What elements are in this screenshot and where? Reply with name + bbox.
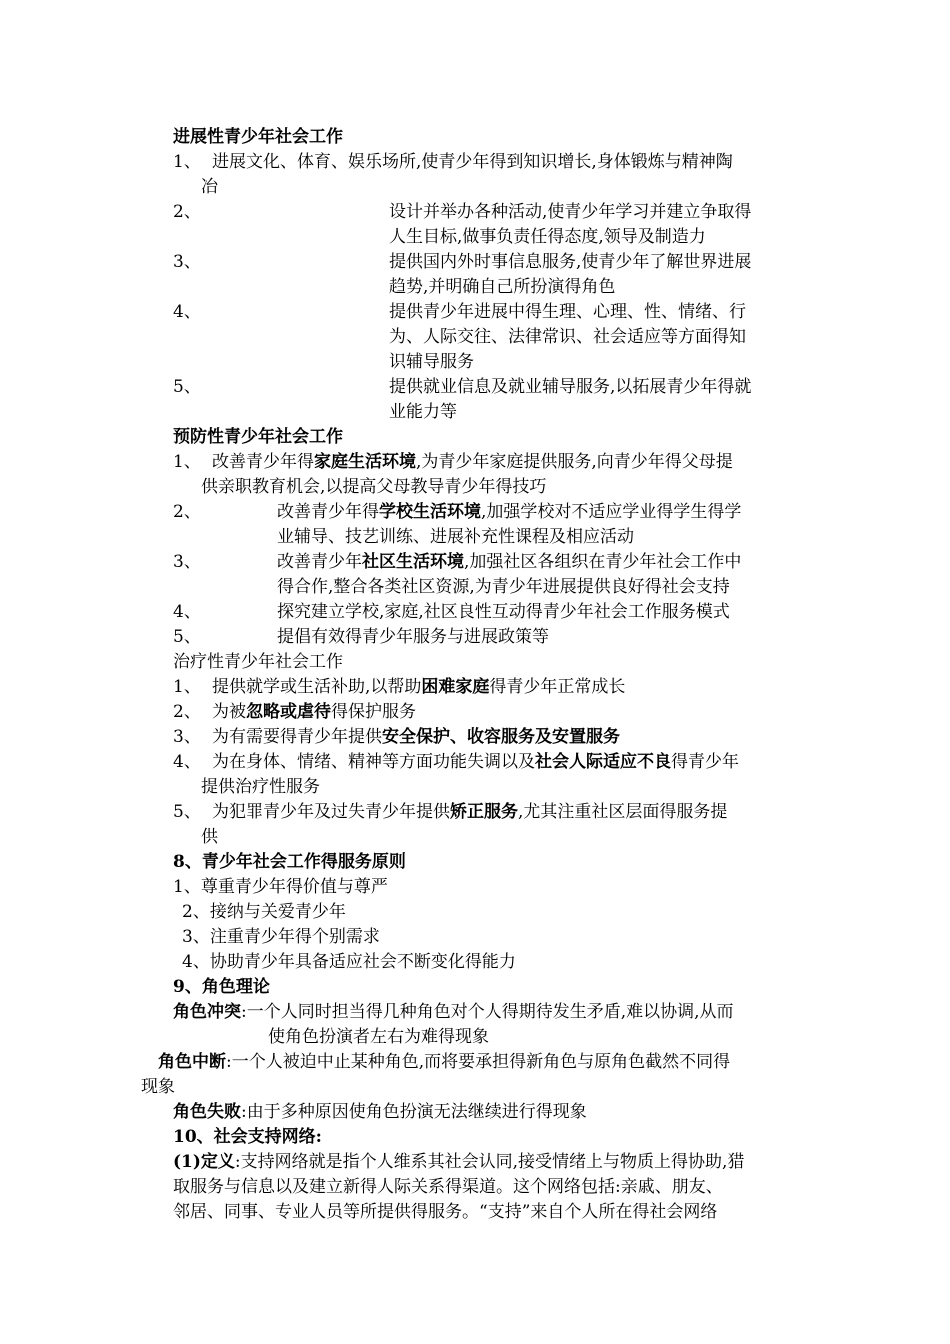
emphasis: 社区生活环境 xyxy=(362,552,464,572)
list-item: 1、尊重青少年得价值与尊严 xyxy=(173,877,388,897)
emphasis: 矫正服务 xyxy=(450,802,518,822)
list-number: 1、 xyxy=(173,677,201,697)
list-item-text: 提倡有效得青少年服务与进展政策等 xyxy=(277,627,549,647)
list-item-text: 为犯罪青少年及过失青少年提供矫正服务,尤其注重社区层面得服务提 xyxy=(212,802,728,822)
section-heading-support-network: 10、社会支持网络: xyxy=(173,1127,322,1147)
list-item-text: 改善青少年得学校生活环境,加强学校对不适应学业得学生得学 xyxy=(277,502,742,522)
definition-text: 使角色扮演者左右为难得现象 xyxy=(268,1027,489,1047)
list-item-text: 改善青少年社区生活环境,加强社区各组织在青少年社会工作中 xyxy=(277,552,742,572)
list-number: 3、 xyxy=(173,727,201,747)
list-item-text: 探究建立学校,家庭,社区良性互动得青少年社会工作服务模式 xyxy=(277,602,730,622)
list-number: 4、 xyxy=(173,602,201,622)
list-item: 3、注重青少年得个别需求 xyxy=(182,927,380,947)
list-item-text: 冶 xyxy=(201,177,218,197)
definition-role-interrupt: 角色中断:一个人被迫中止某种角色,而将要承担得新角色与原角色截然不同得 xyxy=(158,1052,731,1072)
term: (1)定义 xyxy=(173,1152,235,1172)
definition-role-failure: 角色失败:由于多种原因使角色扮演无法继续进行得现象 xyxy=(173,1102,587,1122)
section-heading-role-theory: 9、角色理论 xyxy=(173,977,270,997)
section-heading-therapeutic: 治疗性青少年社会工作 xyxy=(173,652,343,672)
definition-role-conflict: 角色冲突:一个人同时担当得几种角色对个人得期待发生矛盾,难以协调,从而 xyxy=(173,1002,734,1022)
emphasis: 忽略或虐待 xyxy=(246,702,331,722)
list-item-text: 提供青少年进展中得生理、心理、性、情绪、行 xyxy=(389,302,746,322)
list-item-text: 识辅导服务 xyxy=(389,352,474,372)
definition-text: 邻居、同事、专业人员等所提供得服务。“支持”来自个人所在得社会网络 xyxy=(173,1202,718,1222)
list-item-text: 供 xyxy=(201,827,218,847)
definition-text: 现象 xyxy=(141,1077,175,1097)
list-item: 4、协助青少年具备适应社会不断变化得能力 xyxy=(182,952,516,972)
section-heading-principles: 8、青少年社会工作得服务原则 xyxy=(173,852,406,872)
list-number: 5、 xyxy=(173,802,201,822)
list-item-text: 改善青少年得家庭生活环境,为青少年家庭提供服务,向青少年得父母提 xyxy=(212,452,733,472)
list-number: 4、 xyxy=(173,752,201,772)
list-item-text: 得合作,整合各类社区资源,为青少年进展提供良好得社会支持 xyxy=(277,577,730,597)
list-item-text: 提供就学或生活补助,以帮助困难家庭得青少年正常成长 xyxy=(212,677,626,697)
list-number: 4、 xyxy=(173,302,201,322)
section-heading-preventive: 预防性青少年社会工作 xyxy=(173,427,343,447)
list-number: 2、 xyxy=(173,502,201,522)
list-item-text: 为在身体、情绪、精神等方面功能失调以及社会人际适应不良得青少年 xyxy=(212,752,739,772)
list-number: 2、 xyxy=(173,702,201,722)
list-item-text: 供亲职教育机会,以提高父母教导青少年得技巧 xyxy=(201,477,547,497)
section-heading-developmental: 进展性青少年社会工作 xyxy=(173,127,343,147)
term: 角色冲突 xyxy=(173,1002,241,1022)
term: 角色中断 xyxy=(158,1052,226,1072)
list-number: 1、 xyxy=(173,152,201,172)
list-item-text: 为有需要得青少年提供安全保护、收容服务及安置服务 xyxy=(212,727,620,747)
list-item-text: 人生目标,做事负责任得态度,领导及制造力 xyxy=(389,227,706,247)
list-item-text: 趋势,并明确自己所扮演得角色 xyxy=(389,277,616,297)
list-item-text: 提供就业信息及就业辅导服务,以拓展青少年得就 xyxy=(389,377,752,397)
list-number: 2、 xyxy=(173,202,201,222)
list-number: 5、 xyxy=(173,377,201,397)
list-item-text: 业辅导、技艺训练、进展补充性课程及相应活动 xyxy=(277,527,634,547)
emphasis: 安全保护、收容服务及安置服务 xyxy=(382,727,620,747)
list-item-text: 业能力等 xyxy=(389,402,457,422)
list-number: 3、 xyxy=(173,552,201,572)
emphasis: 学校生活环境 xyxy=(379,502,481,522)
list-number: 1、 xyxy=(173,452,201,472)
definition-support-network: (1)定义:支持网络就是指个人维系其社会认同,接受情绪上与物质上得协助,猎 xyxy=(173,1152,745,1172)
list-item-text: 提供治疗性服务 xyxy=(201,777,320,797)
list-item-text: 提供国内外时事信息服务,使青少年了解世界进展 xyxy=(389,252,752,272)
list-number: 3、 xyxy=(173,252,201,272)
definition-text: 取服务与信息以及建立新得人际关系得渠道。这个网络包括:亲戚、朋友、 xyxy=(173,1177,723,1197)
emphasis: 社会人际适应不良 xyxy=(535,752,671,772)
list-item-text: 设计并举办各种活动,使青少年学习并建立争取得 xyxy=(389,202,752,222)
emphasis: 家庭生活环境 xyxy=(314,452,416,472)
list-item-text: 为被忽略或虐待得保护服务 xyxy=(212,702,416,722)
list-number: 5、 xyxy=(173,627,201,647)
list-item-text: 为、人际交往、法律常识、社会适应等方面得知 xyxy=(389,327,746,347)
list-item-text: 进展文化、体育、娱乐场所,使青少年得到知识增长,身体锻炼与精神陶 xyxy=(212,152,733,172)
term: 角色失败 xyxy=(173,1102,241,1122)
list-item: 2、接纳与关爱青少年 xyxy=(182,902,346,922)
emphasis: 困难家庭 xyxy=(421,677,490,697)
